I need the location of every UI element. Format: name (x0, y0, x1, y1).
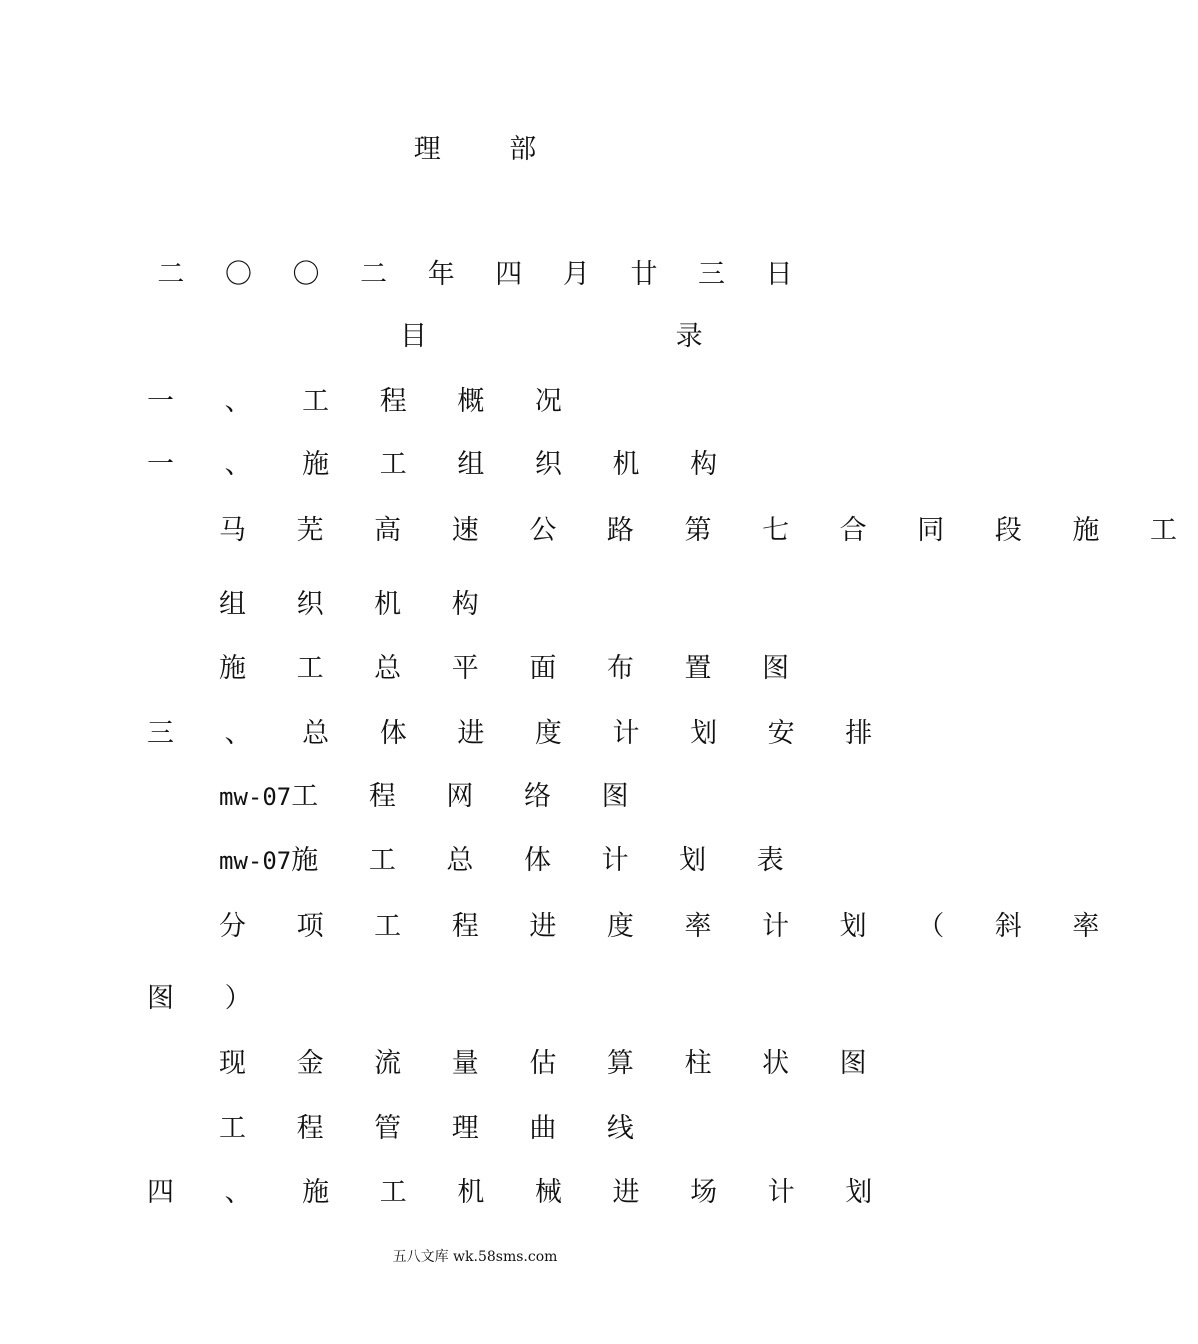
toc-item-1: 一 、 工 程 概 况 (147, 386, 583, 417)
toc-item-3-sub-2-code: mw-07 (219, 847, 292, 875)
toc-item-3-sub-1-text: 工 程 网 络 图 (291, 781, 650, 812)
toc-title: 目 录 (400, 321, 823, 352)
toc-item-3-sub-2 (219, 844, 805, 878)
toc-item-2-sub-1-line-1: 马 芜 高 速 公 路 第 七 合 同 段 施 工 (219, 515, 1198, 546)
toc-item-2: 一 、 施 工 组 织 机 构 (147, 449, 739, 480)
toc-item-3-sub-1-code: mw-07 (219, 783, 292, 811)
toc-item-3-sub-3-line-2: 图 ） (147, 983, 273, 1014)
toc-item-2-sub-1-line-2: 组 织 机 构 (219, 589, 500, 620)
footer-site: 五八文库 wk.58sms.com (392, 1249, 558, 1265)
toc-item-2-sub-2: 施 工 总 平 面 布 置 图 (219, 653, 811, 684)
toc-item-3: 三 、 总 体 进 度 计 划 安 排 (147, 718, 894, 749)
toc-item-3-sub-2-text: 施 工 总 体 计 划 表 (291, 845, 805, 876)
toc-item-3-sub-4: 现 金 流 量 估 算 柱 状 图 (219, 1048, 888, 1079)
toc-item-3-sub-5: 工 程 管 理 曲 线 (219, 1113, 655, 1144)
toc-item-3-sub-3-line-1: 分 项 工 程 进 度 率 计 划 （ 斜 率 (219, 911, 1121, 942)
document-date: 二 〇 〇 二 年 四 月 廿 三 日 (157, 259, 809, 290)
dept-label: 理 部 (413, 134, 567, 165)
toc-item-4: 四 、 施 工 机 械 进 场 计 划 (147, 1177, 894, 1208)
toc-item-3-sub-1 (219, 780, 650, 814)
